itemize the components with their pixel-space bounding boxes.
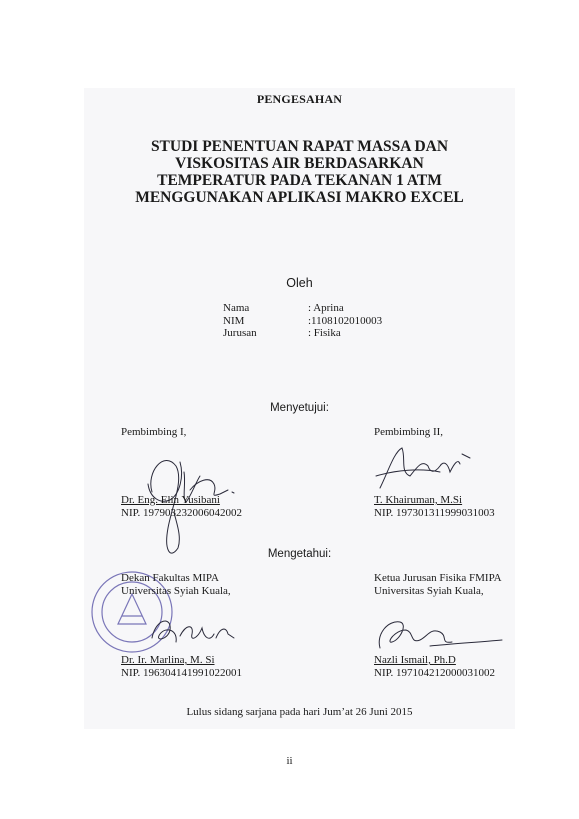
title-line: VISKOSITAS AIR BERDASARKAN [175,155,424,172]
page-heading: PENGESAHAN [256,92,343,106]
dean-role-line1: Dekan Fakultas MIPA [121,572,219,584]
title-line: STUDI PENENTUAN RAPAT MASSA DAN [150,138,449,155]
head-of-dept-nip: NIP. 197104212000031002 [374,666,496,679]
dean-role [121,572,231,597]
acknowledged-label: Mengetahui: [267,548,332,560]
signature-head-of-dept [370,610,510,654]
head-of-dept-role-line1: Ketua Jurusan Fisika FMIPA [374,572,502,584]
page-number: ii [286,755,293,767]
dept-label: Jurusan [223,327,257,339]
supervisor1-block [121,494,242,519]
approved-label: Menyetujui: [270,402,329,414]
identity-values [308,302,382,340]
nim-value: :1108102010003 [308,314,383,327]
name-label: Nama [223,302,250,314]
thesis-title [84,138,515,206]
dean-role-line2: Universitas Syiah Kuala, [121,584,231,597]
title-line: TEMPERATUR PADA TEKANAN 1 ATM [157,172,442,189]
supervisor1-name: Dr. Eng. Elin Yusibani [121,494,220,506]
scanned-page [84,88,515,729]
head-of-dept-role [374,572,502,597]
signature-dean [144,608,240,654]
supervisor2-nip: NIP. 197301311999031003 [374,506,495,519]
supervisor2-block [374,494,495,519]
supervisor2-role: Pembimbing II, [374,426,444,438]
graduation-note: Lulus sidang sarjana pada hari Jum’at 26 Juni 2015 [186,706,413,718]
supervisor1-role: Pembimbing I, [121,426,187,438]
nim-label: NIM [223,314,245,327]
head-of-dept-role-line2: Universitas Syiah Kuala, [374,584,484,597]
identity-labels [223,302,257,340]
by-label: Oleh [286,276,313,290]
head-of-dept-name: Nazli Ismail, Ph.D [374,654,456,666]
dean-nip: NIP. 196304141991022001 [121,666,243,679]
dean-block [121,654,242,679]
name-value: : Aprina [308,302,344,314]
supervisor2-name: T. Khairuman, M.Si [374,494,463,506]
head-of-dept-block [374,654,495,679]
title-line: MENGGUNAKAN APLIKASI MAKRO EXCEL [135,189,464,206]
signature-supervisor2 [370,436,482,492]
supervisor1-nip: NIP. 197903232006042002 [121,506,243,519]
dean-name: Dr. Ir. Marlina, M. Si [121,654,215,666]
dept-value: : Fisika [308,327,341,339]
